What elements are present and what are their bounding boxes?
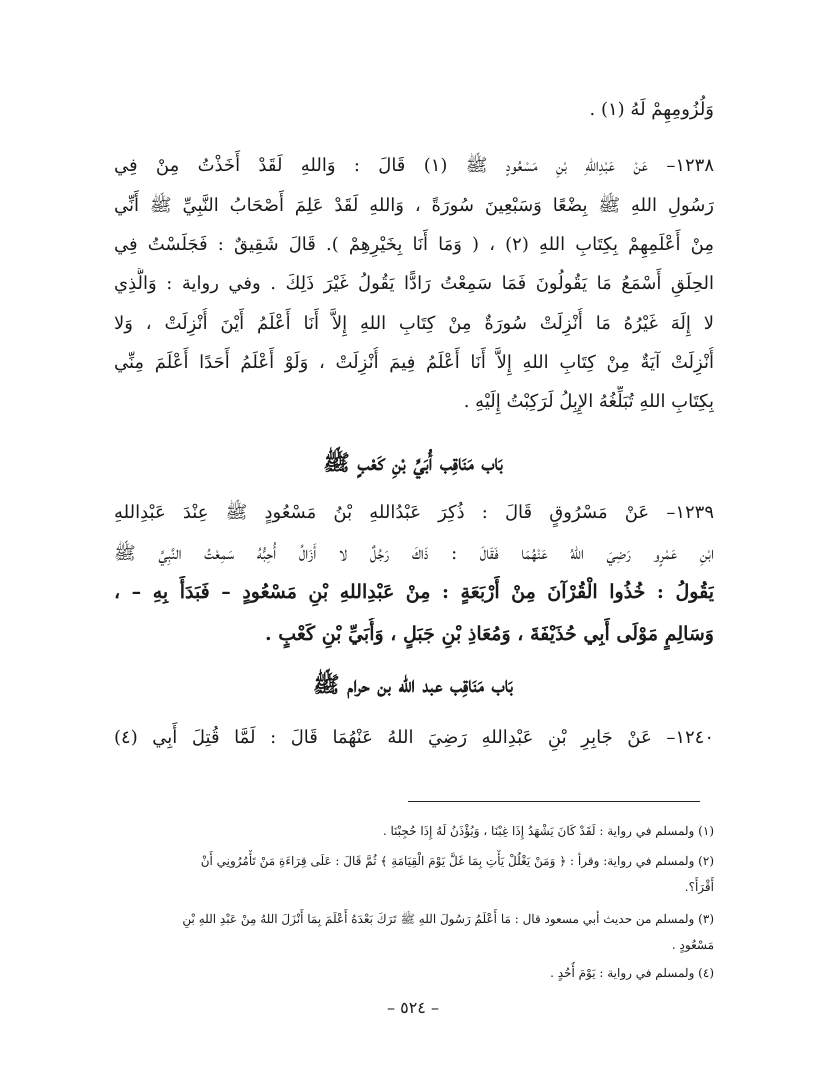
footnote-4: (٤) ولمسلم في رواية : يَوْمَ أُحُدٍ . bbox=[550, 966, 714, 980]
hadith-1239-line-1: ١٢٣٩– عَنْ مَسْرُوقٍ قَالَ : ذُكِرَ عَبْدُاللهِ بْنُ مَسْعُودٍ ﷺ عِنْدَ عَبْدِاللهِ bbox=[114, 502, 714, 523]
hadith-1240-line-1: ١٢٤٠– عَنْ جَابِرِ بْنِ عَبْدِاللهِ رَضِيَ اللهُ عَنْهُمَا قَالَ : لَمَّا قُتِلَ أَبِي (٤) bbox=[114, 727, 714, 748]
hadith-1238-line-6: أُنْزِلَتْ آيَةٌ مِنْ كِتَابِ اللهِ إِلاَّ أَنَا أَعْلَمُ فِيمَ أُنْزِلَتْ ، وَلَوْ أَعْلَمُ أَحَدًا أَعْلَمَ مِنِّي bbox=[114, 352, 714, 373]
hadith-1238-line-2: رَسُولِ اللهِ ﷺ بِضْعًا وَسَبْعِينَ سُورَةً ، وَاللهِ لَقَدْ عَلِمَ أَصْحَابُ النَّبِيِّ ﷺ أَنِّي bbox=[114, 195, 714, 216]
footnote-separator bbox=[408, 801, 700, 802]
hadith-1238-line-4: الحِلَقِ أَسْمَعُ مَا يَقُولُونَ فَمَا سَمِعْتُ رَادًّا يَقُولُ غَيْرَ ذَلِكَ . وفي رواية : وَالَّذِي bbox=[114, 273, 714, 294]
hadith-1238-line-7: بِكِتَابِ اللهِ تُبَلِّغُهُ الإِبِلُ لَرَكِبْتُ إِلَيْهِ . bbox=[463, 391, 714, 412]
page-number: – ٥٢٤ – bbox=[387, 998, 439, 1017]
hadith-1238-line-3: مِنْ أَعْلَمِهِمْ بِكِتَابِ اللهِ (٢) ، ( وَمَا أَنَا بِخَيْرِهِمْ ). قَالَ شَقِيقٌ : فَجَلَسْتُ فِي bbox=[114, 234, 714, 255]
footnote-2-continuation: أَقْرَأَ؟. bbox=[684, 880, 714, 894]
hadith-1239-line-2: ابْنِ عَمْرٍو رَضِيَ اللهُ عَنْهُمَا فَقَالَ : ذَاكَ رَجُلٌ لا أَزَالُ أُحِبُّهُ سَمِعْتُ النَّبِيَّ ﷺ bbox=[114, 543, 714, 564]
chapter-heading-ubayy: بَاب مَنَاقِب أُبَيِّ بْنِ كَعْبٍ ﷺ bbox=[323, 450, 503, 476]
hadith-1239-line-3: يَقُولُ : خُذُوا الْقُرْآنَ مِنْ أَرْبَعَةٍ : مِنْ عَبْدِاللهِ بْنِ مَسْعُودٍ – فَبَدَأَ بِهِ – ، bbox=[114, 581, 714, 603]
continuation-line: وَلُزُومِهِمْ لَهُ (١) . bbox=[589, 99, 714, 120]
chapter-heading-abdullah-haram: بَاب مَنَاقِب عبد الله بن حرام ﷺ bbox=[313, 672, 513, 698]
footnote-3: (٣) ولمسلم من حديث أبي مسعود قال : مَا أَعْلَمُ رَسُولَ اللهِ ﷺ تَرَكَ بَعْدَهُ أَعْلَمَ بِمَا أَنْزَلَ اللهُ مِنْ عَبْدِ اللهِ بْنِ bbox=[182, 912, 714, 926]
hadith-1238-line-1: ١٢٣٨– عَنْ عَبْدِاللهِ بْنِ مَسْعُودٍ ﷺ (١) قَالَ : وَاللهِ لَقَدْ أَخَذْتُ مِنْ فِي bbox=[114, 155, 714, 176]
hadith-1239-line-4: وَسَالِمٍ مَوْلَى أَبِي حُذَيْفَةَ ، وَمُعَاذِ بْنِ جَبَلٍ ، وَأُبَيِّ بْنِ كَعْبٍ . bbox=[265, 623, 714, 645]
hadith-1238-line-5: لا إِلَهَ غَيْرُهُ مَا أُنْزِلَتْ سُورَةٌ مِنْ كِتَابِ اللهِ إِلاَّ أَنَا أَعْلَمُ أَيْنَ أُنْزِلَتْ ، وَلا bbox=[114, 313, 714, 334]
footnote-2: (٢) ولمسلم في رواية: وقرأ : ﴿ وَمَنْ يَغْلُلْ يَأْتِ بِمَا غَلَّ يَوْمَ الْقِيَامَةِ ﴾ ثُمَّ قَالَ : عَلَى قِرَاءَةِ مَنْ تَأْمُرُونِي أَنْ bbox=[200, 854, 714, 868]
footnote-3-continuation: مَسْعُودٍ . bbox=[671, 938, 714, 952]
footnote-1: (١) ولمسلم في رواية : لَقَدْ كَانَ يَشْهَدُ إِذَا غِبْنَا ، وَيُؤْذَنُ لَهُ إِذَا حُجِبْنَا . bbox=[382, 824, 714, 838]
